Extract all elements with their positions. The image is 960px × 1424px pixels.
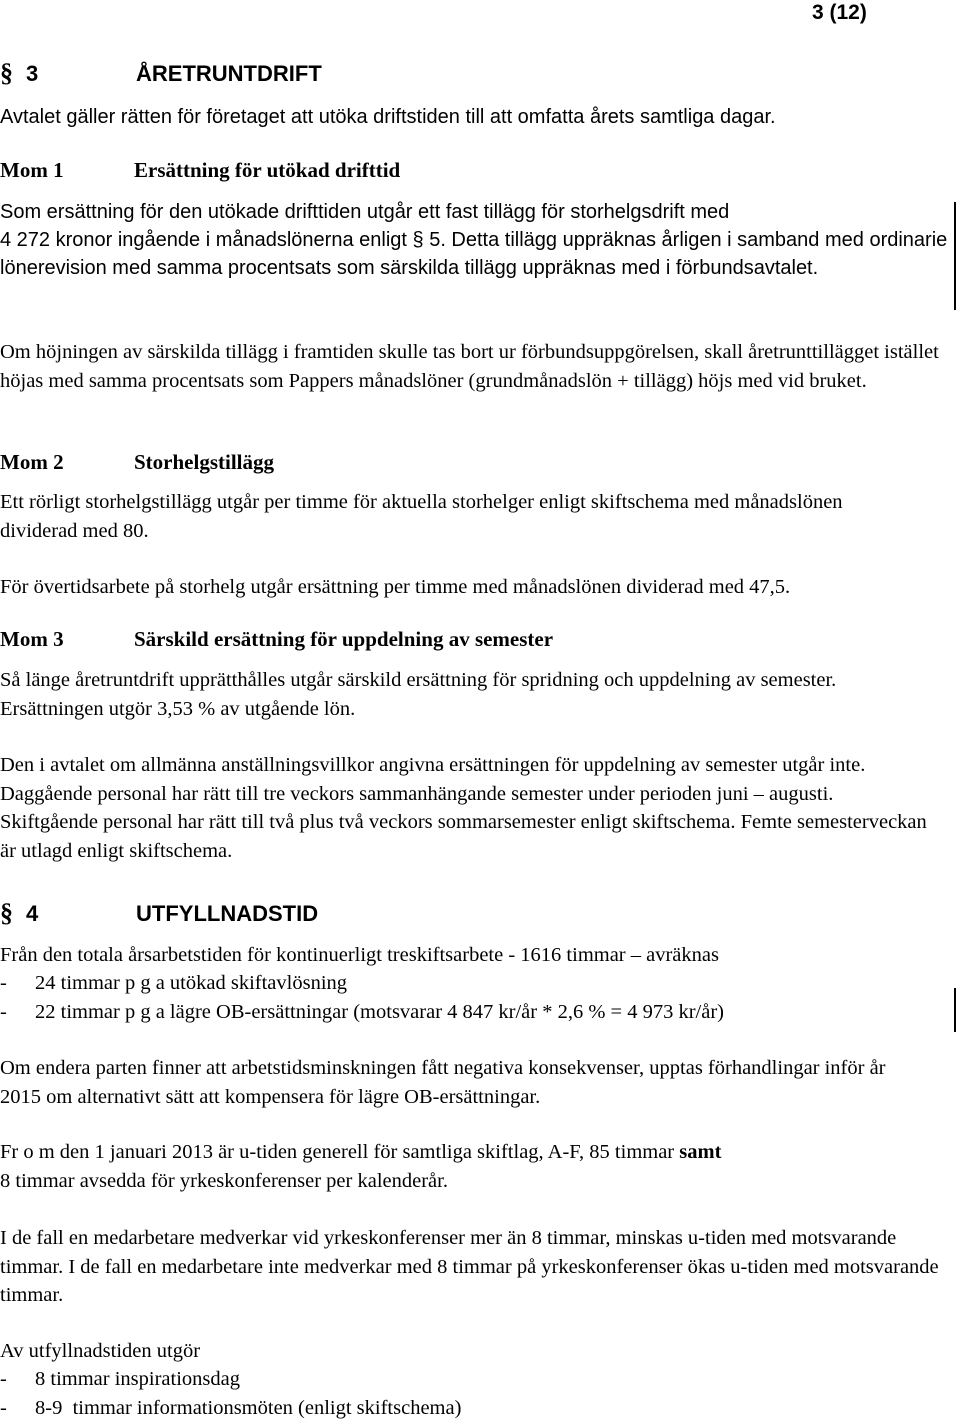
paragraph-text: 8 timmar avsedda för yrkeskonferenser per kalenderår. — [0, 1169, 448, 1192]
section-4-paragraph-2: Om endera parten finner att arbetstidsminskningen fått negativa konsekvenser, upptas förhandlingar inför år 2015 om alternativt sätt att kompensera för lägre OB-ersättningar. — [0, 1057, 886, 1108]
section-4-paragraph-5: Av utfyllnadstiden utgör — [0, 1340, 201, 1362]
list-dash: - — [0, 1368, 7, 1390]
list-dash: - — [0, 1396, 7, 1419]
paragraph-text: Fr o m den 1 januari 2013 är u-tiden generell för samtliga skiftlag, A-F, 85 timmar — [0, 1141, 680, 1163]
mom-title: Särskild ersättning för uppdelning av semester — [134, 627, 554, 651]
section-4-heading — [0, 898, 318, 929]
mom-title: Ersättning för utökad drifttid — [134, 158, 401, 182]
mom-3-paragraph-2: Den i avtalet om allmänna anställningsvillkor angivna ersättningen för uppdelning av semester utgår inte. Daggående personal har rätt till tre veckors sammanhängande semester under perioden juni – augusti. Skiftgående personal har rätt till två plus två veckors sommarsemester enligt skiftschema. Femte semesterveckan är utlagd enligt skiftschema. — [0, 754, 927, 862]
mom-1-paragraph-1b: 4 272 kronor ingående i månadslönerna enligt § 5. Detta tillägg uppräknas årligen i samband med ordinarie lönerevision med samma procentsats som särskilda tillägg uppräknas med i förbundsavtalet. — [0, 229, 948, 279]
section-3-intro: Avtalet gäller rätten för företaget att utöka driftstiden till att omfatta årets samtliga dagar. — [0, 106, 776, 128]
section-title: UTFYLLNADSTID — [136, 901, 319, 926]
list-dash: - — [0, 1000, 7, 1023]
mom-3-paragraph-1: Så länge åretruntdrift upprätthålles utgår särskild ersättning för spridning och uppdelning av semester. Ersättningen utgör 3,53 % av utgående lön. — [0, 669, 837, 720]
section-3-heading — [0, 58, 322, 89]
list-item-text: 8 timmar inspirationsdag — [35, 1368, 240, 1390]
list-item — [0, 998, 955, 1027]
section-4-intro: Från den totala årsarbetstiden för kontinuerligt treskiftsarbete - 1616 timmar – avräknas — [0, 944, 719, 966]
mom-1-paragraph-2: Om höjningen av särskilda tillägg i framtiden skulle tas bort ur förbundsuppgörelsen, skall åretrunttillägget istället höjas med samma procentsats som Pappers månadslöner (grundmånadslön + tillägg) höjs med vid bruket. — [0, 341, 939, 392]
section-number: 4 — [26, 901, 39, 926]
section-4-paragraph-3 — [0, 1138, 955, 1195]
list-item-text: 22 timmar p g a lägre OB-ersättningar (motsvarar 4 847 kr/år * 2,6 % = 4 973 kr/år) — [35, 1000, 725, 1023]
section-symbol: § — [0, 58, 13, 87]
list-dash: - — [0, 972, 7, 994]
mom-3-heading — [0, 625, 553, 653]
mom-label: Mom 1 — [0, 158, 64, 182]
mom-1-paragraph-1a: Som ersättning för den utökade drifttiden utgår ett fast tillägg för storhelgsdrift med — [0, 201, 730, 223]
mom-2-heading — [0, 448, 274, 476]
list-item — [0, 1394, 955, 1423]
list-item-text: 8-9 timmar informationsmöten (enligt skiftschema) — [35, 1396, 462, 1419]
list-item — [0, 1365, 955, 1394]
section-number: 3 — [26, 61, 39, 86]
deduction-list — [0, 969, 955, 1026]
list-item-text: 24 timmar p g a utökad skiftavlösning — [35, 972, 348, 994]
mom-label: Mom 2 — [0, 450, 64, 474]
change-bar — [954, 202, 956, 310]
usage-list — [0, 1365, 955, 1422]
section-symbol: § — [0, 898, 13, 927]
mom-title: Storhelgstillägg — [134, 450, 274, 474]
mom-2-paragraph-2: För övertidsarbete på storhelg utgår ersättning per timme med månadslönen dividerad med 47,5. — [0, 576, 791, 598]
change-bar — [954, 988, 956, 1032]
mom-1-heading — [0, 156, 400, 184]
mom-2-paragraph-1: Ett rörligt storhelgstillägg utgår per timme för aktuella storhelger enligt skiftschema med månadslönen dividerad med 80. — [0, 491, 843, 542]
page-number: 3 (12) — [812, 1, 867, 24]
section-4-paragraph-4: I de fall en medarbetare medverkar vid yrkeskonferenser mer än 8 timmar, minskas u-tiden med motsvarande timmar. I de fall en medarbetare inte medverkar med 8 timmar på yrkeskonferenser ökas u-tiden med motsvarande timmar. — [0, 1227, 939, 1306]
bold-word: samt — [679, 1141, 722, 1163]
mom-label: Mom 3 — [0, 627, 64, 651]
section-title: ÅRETRUNTDRIFT — [136, 61, 322, 86]
list-item — [0, 969, 955, 998]
